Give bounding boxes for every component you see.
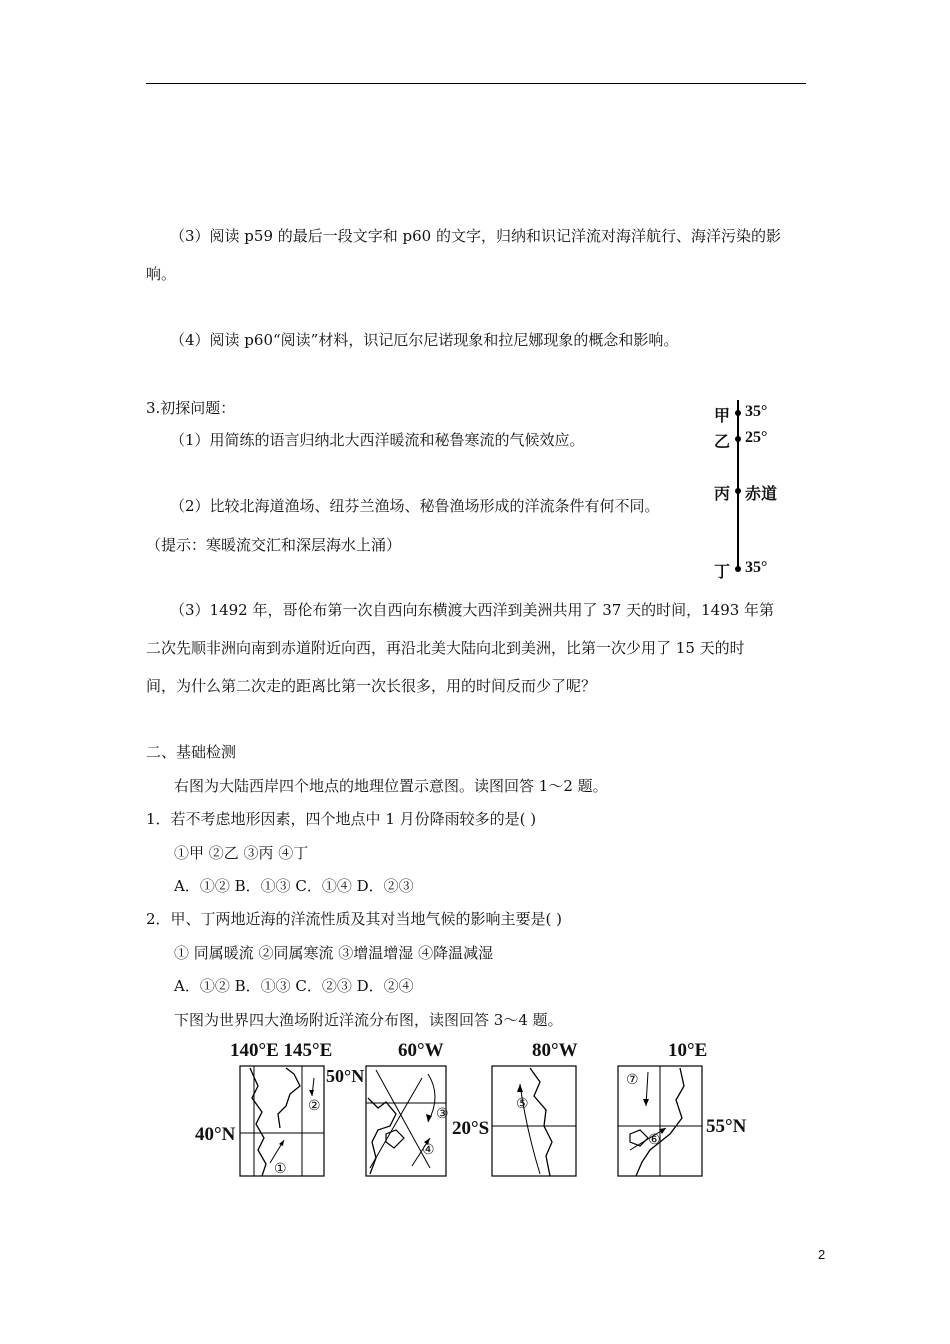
test-question-2-items: ① 同属暖流 ②同属寒流 ③增温增湿 ④降温减湿 bbox=[174, 944, 494, 962]
map1-latitude-label-north: 50°N bbox=[326, 1066, 365, 1086]
test-question-1-options: A．①② B．①③ C．①④ D．②③ bbox=[174, 877, 414, 895]
fisheries-figure bbox=[190, 1038, 790, 1183]
point-jia-lat: 35° bbox=[745, 403, 768, 420]
point-bing-name: 丙 bbox=[714, 486, 731, 503]
point-yi-name: 乙 bbox=[714, 434, 731, 451]
current-6-label: ⑥ bbox=[648, 1133, 661, 1148]
map1-longitude-labels: 140°E 145°E bbox=[230, 1040, 333, 1061]
test-question-1: 1．若不考虑地形因素，四个地点中 1 月份降雨较多的是( ) bbox=[146, 810, 537, 828]
current-4-label: ④ bbox=[422, 1143, 435, 1158]
current-7-label: ⑦ bbox=[626, 1073, 639, 1088]
current-2-label: ② bbox=[308, 1099, 321, 1114]
map4-longitude-label: 10°E bbox=[668, 1040, 708, 1061]
reading-item-3-line1: （3）阅读 p59 的最后一段文字和 p60 的文字，归纳和识记洋流对海洋航行、海洋污染的影 bbox=[170, 227, 781, 245]
test-question-2: 2．甲、丁两地近海的洋流性质及其对当地气候的影响主要是( ) bbox=[146, 910, 563, 928]
explore-question-3-line1: （3）1492 年，哥伦布第一次自西向东横渡大西洋到美洲共用了 37 天的时间，1493 年第 bbox=[170, 601, 775, 619]
point-bing-lat: 赤道 bbox=[745, 486, 778, 503]
point-yi-lat: 25° bbox=[745, 429, 768, 446]
point-ding-lat: 35° bbox=[745, 559, 768, 576]
header-rule bbox=[146, 83, 806, 84]
page-number: 2 bbox=[818, 1247, 826, 1262]
map3-latitude-label: 20°S bbox=[452, 1118, 490, 1139]
map3-longitude-label: 80°W bbox=[532, 1040, 578, 1061]
explore-heading: 3.初探问题： bbox=[146, 399, 236, 417]
explore-question-2: （2）比较北海道渔场、纽芬兰渔场、秘鲁渔场形成的洋流条件有何不同。 bbox=[170, 497, 660, 515]
point-jia-name: 甲 bbox=[714, 408, 731, 425]
map3 bbox=[492, 1066, 576, 1176]
test-intro-2: 下图为世界四大渔场附近洋流分布图，读图回答 3～4 题。 bbox=[174, 1011, 563, 1029]
current-5-label: ⑤ bbox=[516, 1097, 529, 1112]
current-3-label: ③ bbox=[436, 1107, 449, 1122]
test-question-2-options: A．①② B．①③ C．②③ D．②④ bbox=[174, 977, 414, 995]
explore-question-3-line3: 间，为什么第二次走的距离比第一次长很多，用的时间反而少了呢？ bbox=[146, 677, 597, 695]
explore-question-1: （1）用简练的语言归纳北大西洋暖流和秘鲁寒流的气候效应。 bbox=[170, 431, 585, 449]
current-1-label: ① bbox=[274, 1162, 287, 1177]
reading-item-4: （4）阅读 p60“阅读”材料，识记厄尔尼诺现象和拉尼娜现象的概念和影响。 bbox=[170, 331, 679, 349]
map2-longitude-label: 60°W bbox=[398, 1040, 444, 1061]
reading-item-3-line2: 响。 bbox=[146, 265, 177, 283]
explore-question-2-hint: （提示：寒暖流交汇和深层海水上涌） bbox=[146, 536, 402, 554]
map1 bbox=[240, 1066, 324, 1176]
point-ding-name: 丁 bbox=[714, 564, 731, 581]
map4-latitude-label: 55°N bbox=[706, 1116, 747, 1137]
test-question-1-items: ①甲 ②乙 ③丙 ④丁 bbox=[174, 844, 309, 862]
test-heading: 二、基础检测 bbox=[146, 743, 237, 761]
map1-latitude-label: 40°N bbox=[195, 1124, 236, 1145]
map2 bbox=[366, 1066, 446, 1176]
test-intro-1: 右图为大陆西岸四个地点的地理位置示意图。读图回答 1～2 题。 bbox=[174, 777, 608, 795]
explore-question-3-line2: 二次先顺非洲向南到赤道附近向西，再沿北美大陆向北到美洲，比第一次少用了 15 天的时 bbox=[146, 639, 745, 657]
location-figure bbox=[700, 400, 810, 585]
